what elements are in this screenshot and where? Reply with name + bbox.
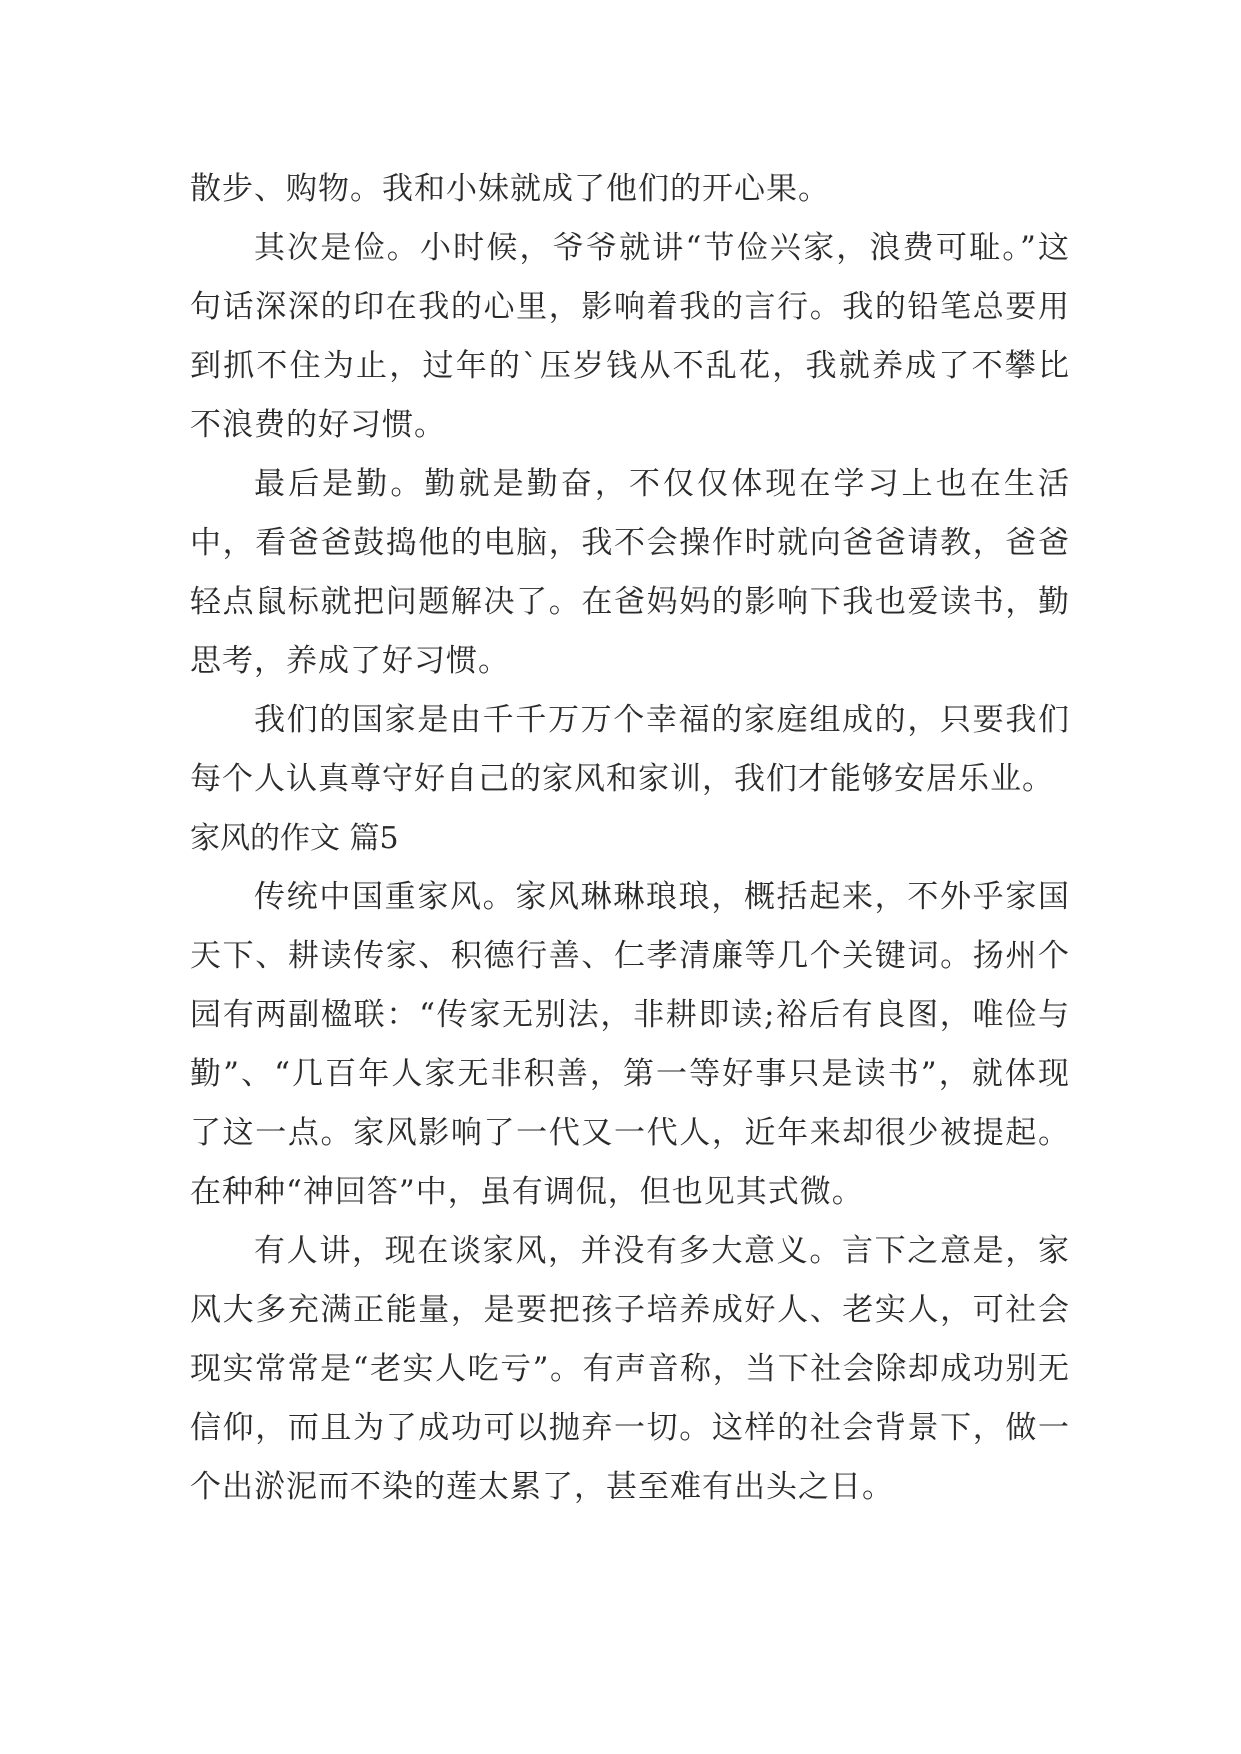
paragraph-1: 散步、购物。我和小妹就成了他们的开心果。	[190, 171, 830, 207]
paragraph-4: 我们的国家是由千千万万个幸福的家庭组成的，只要我们每个人认真尊守好自己的家风和家训，我们才能够安居乐业。	[190, 702, 1070, 797]
paragraph-6: 有人讲，现在谈家风，并没有多大意义。言下之意是，家风大多充满正能量，是要把孩子培养成好人、老实人，可社会现实常常是“老实人吃亏”。有声音称，当下社会除却成功别无信仰，而且为了成功可以抛弃一切。这样的社会背景下，做一个出淤泥而不染的莲太累了，甚至难有出头之日。	[190, 1233, 1070, 1505]
paragraph-3: 最后是勤。勤就是勤奋，不仅仅体现在学习上也在生活中，看爸爸鼓捣他的电脑，我不会操作时就向爸爸请教，爸爸轻点鼠标就把问题解决了。在爸妈妈的影响下我也爱读书，勤思考，养成了好习惯。	[190, 466, 1070, 679]
section-heading: 家风的作文 篇5	[190, 821, 399, 856]
document-body	[190, 160, 1070, 1517]
paragraph-2: 其次是俭。小时候，爷爷就讲“节俭兴家，浪费可耻。”这句话深深的印在我的心里，影响着我的言行。我的铅笔总要用到抓不住为止，过年的`压岁钱从不乱花，我就养成了不攀比不浪费的好习惯。	[190, 230, 1070, 443]
paragraph-5: 传统中国重家风。家风琳琳琅琅，概括起来，不外乎家国天下、耕读传家、积德行善、仁孝清廉等几个关键词。扬州个园有两副楹联：“传家无别法，非耕即读;裕后有良图，唯俭与勤”、“几百年人家无非积善，第一等好事只是读书”，就体现了这一点。家风影响了一代又一代人，近年来却很少被提起。在种种“神回答”中，虽有调侃，但也见其式微。	[190, 879, 1070, 1210]
